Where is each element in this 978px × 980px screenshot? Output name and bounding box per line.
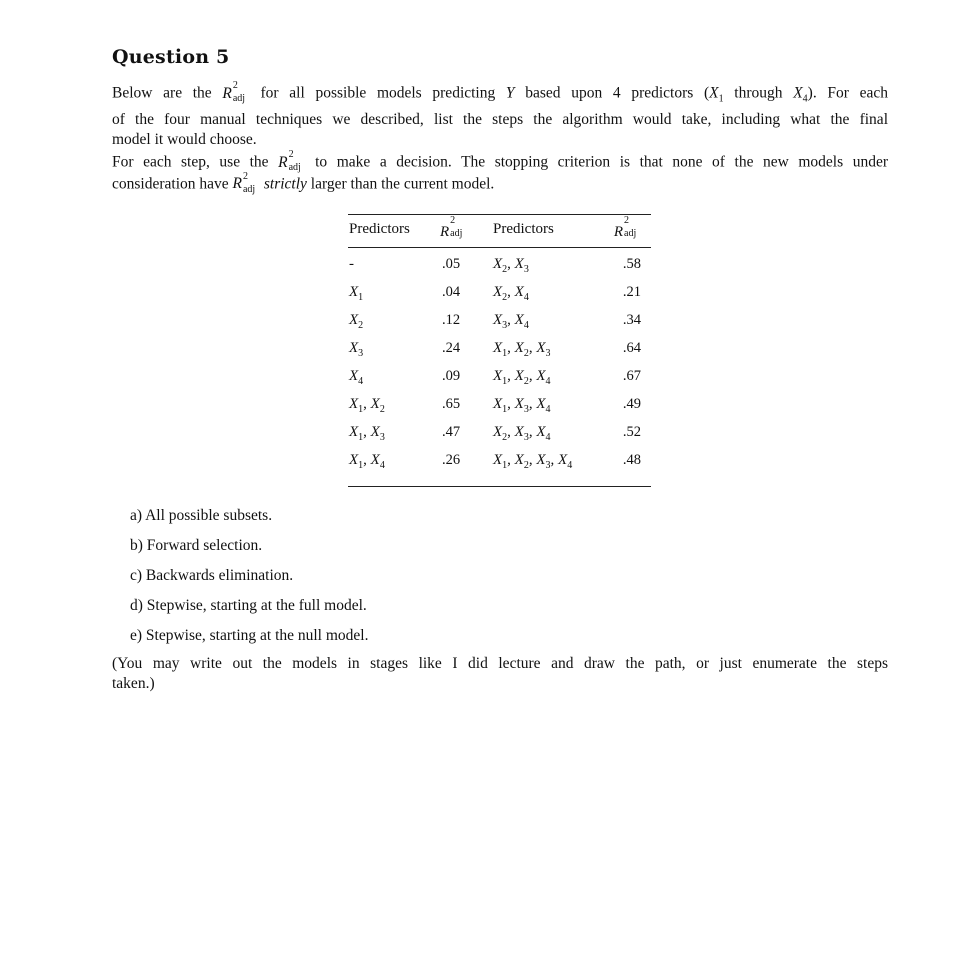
r2adj-symbol: R 2 adj	[440, 215, 463, 240]
r2adj-symbol: R 2 adj	[613, 215, 637, 240]
criterion-line-2: consideration have R 2 adj strictly larger than the current model.	[112, 170, 495, 195]
table-row	[348, 340, 651, 368]
left-predictors-cell: $X_3$	[349, 340, 364, 359]
list-item-text: All possible subsets.	[145, 507, 273, 524]
list-item-label: c)	[130, 567, 146, 584]
right-predictors-cell: $X_2$, $X_3$, $X_4$	[493, 424, 551, 443]
table-row	[348, 284, 651, 312]
header-predictors-right: Predictors	[493, 221, 554, 237]
right-predictors-cell: $X_1$, $X_2$, $X_3$	[493, 340, 551, 359]
table-header	[348, 215, 651, 248]
r2adj-symbol: R 2 adj	[278, 149, 301, 173]
question-title: Question 5	[112, 46, 230, 68]
criterion-line-1: For each step, use the R 2 adj to make a decision. The stopping criterion is that none of the new models under	[112, 149, 888, 173]
list-item	[130, 626, 369, 656]
right-predictors-cell: $X_2$, $X_3$	[493, 256, 529, 275]
intro-line-2: of the four manual techniques we described, list the steps the algorithm would take, including what the final	[112, 110, 888, 128]
table-row	[348, 368, 651, 396]
left-r2adj-cell: .24	[442, 340, 461, 356]
list-item-text: Backwards elimination.	[145, 567, 294, 584]
left-predictors-cell: $X_1$	[349, 284, 364, 303]
intro-line-3: model it would choose.	[112, 130, 257, 148]
list-item-label: a)	[130, 507, 146, 524]
parts-list	[130, 506, 369, 656]
note-paragraph	[112, 654, 888, 694]
left-r2adj-cell: .04	[442, 284, 461, 300]
right-r2adj-cell: .48	[622, 452, 641, 468]
list-item	[130, 506, 369, 536]
list-item-label: b)	[130, 537, 147, 554]
intro-paragraph	[112, 82, 888, 150]
left-predictors-cell: $X_1$, $X_4$	[349, 452, 385, 471]
right-predictors-cell: $X_1$, $X_2$, $X_4$	[493, 368, 551, 387]
note-line-2: taken.)	[112, 675, 155, 692]
header-r2adj-left	[440, 215, 467, 241]
table-row	[348, 424, 651, 452]
list-item	[130, 536, 369, 566]
list-item-text: Forward selection.	[146, 537, 263, 554]
list-item-text: Stepwise, starting at the null model.	[145, 627, 369, 644]
intro-line-1: Below are the R 2 adj for all possible models predicting Y based upon 4 predictors ($X_1$ through $X_4$). For each	[112, 80, 888, 105]
header-predictors-left: Predictors	[349, 221, 410, 237]
left-predictors-cell: -	[349, 256, 354, 272]
right-r2adj-cell: .52	[622, 424, 641, 440]
left-r2adj-cell: .26	[442, 452, 461, 468]
table-body	[348, 248, 651, 486]
right-predictors-cell: $X_1$, $X_2$, $X_3$, $X_4$	[493, 452, 573, 471]
note-line-1: (You may write out the models in stages like I did lecture and draw the path, or just enumerate the steps	[112, 655, 888, 672]
r2adj-table	[348, 214, 651, 487]
right-r2adj-cell: .21	[622, 284, 641, 300]
left-r2adj-cell: .09	[442, 368, 461, 384]
table-row	[348, 312, 651, 340]
right-predictors-cell: $X_1$, $X_3$, $X_4$	[493, 396, 551, 415]
right-r2adj-cell: .67	[622, 368, 641, 384]
left-predictors-cell: $X_1$, $X_2$	[349, 396, 385, 415]
header-r2adj-right	[613, 215, 641, 241]
table-row	[348, 396, 651, 424]
left-r2adj-cell: .05	[442, 256, 461, 272]
criterion-paragraph	[112, 151, 888, 194]
table-row	[348, 452, 651, 480]
list-item-label: e)	[130, 627, 146, 644]
r2adj-symbol: R 2 adj	[232, 170, 256, 195]
left-predictors-cell: $X_1$, $X_3$	[349, 424, 385, 443]
table-row	[348, 256, 651, 284]
left-r2adj-cell: .12	[442, 312, 461, 328]
right-r2adj-cell: .64	[622, 340, 641, 356]
list-item	[130, 566, 369, 596]
right-r2adj-cell: .34	[622, 312, 641, 328]
left-predictors-cell: $X_4$	[349, 368, 364, 387]
list-item-label: d)	[130, 597, 147, 614]
left-r2adj-cell: .47	[442, 424, 461, 440]
list-item	[130, 596, 369, 626]
right-r2adj-cell: .58	[622, 256, 641, 272]
list-item-text: Stepwise, starting at the full model.	[146, 597, 367, 614]
left-r2adj-cell: .65	[442, 396, 461, 412]
r2adj-symbol: R 2 adj	[222, 80, 246, 104]
right-r2adj-cell: .49	[622, 396, 641, 412]
right-predictors-cell: $X_2$, $X_4$	[493, 284, 529, 303]
left-predictors-cell: $X_2$	[349, 312, 364, 331]
right-predictors-cell: $X_3$, $X_4$	[493, 312, 529, 331]
